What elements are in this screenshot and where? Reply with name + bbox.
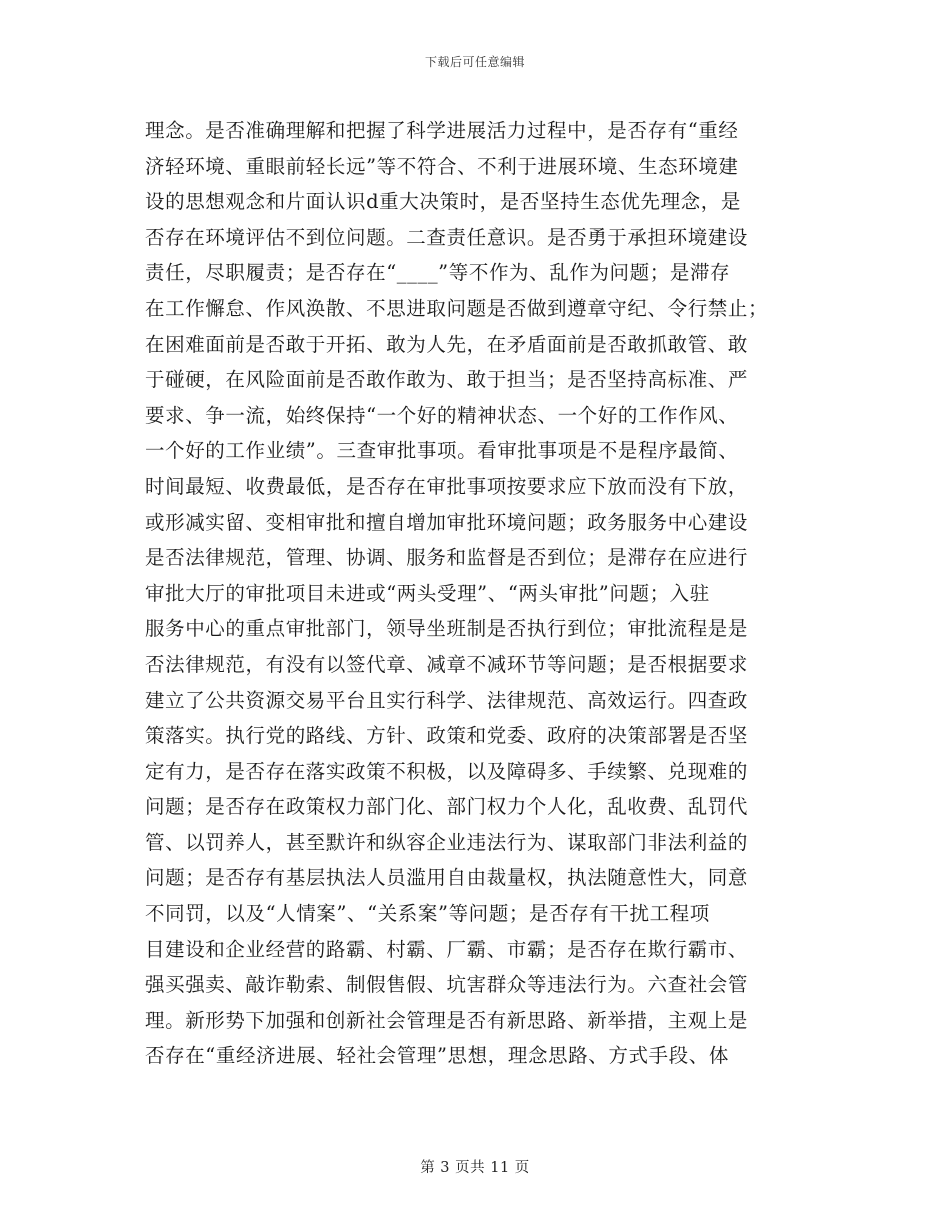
text-line: 管、以罚养人，甚至默许和纵容企业违法行为、谋取部门非法利益的: [145, 830, 749, 854]
text-line: 是否法律规范，管理、协调、服务和监督是否到位；是滞存在应进行: [145, 546, 749, 570]
text-line: 理。新形势下加强和创新社会管理是否有新思路、新举措，主观上是: [145, 1008, 749, 1032]
page-number: 第 3 页共 11 页: [420, 1160, 530, 1176]
text-line: 理念。是否准确理解和把握了科学进展活力过程中，是否存有“重经: [145, 119, 739, 142]
text-line: 一个好的工作业绩”。三查审批事项。看审批事项是不是程序最简、: [145, 439, 739, 463]
text-line: 或形减实留、变相审批和擅自增加审批环境问题；政务服务中心建设: [145, 510, 749, 534]
text-line: 定有力，是否存在落实政策不积极，以及障碍多、手续繁、兑现难的: [145, 759, 749, 783]
text-line: 强买强卖、敲诈勒索、制假售假、坑害群众等违法行为。六查社会管: [145, 973, 749, 997]
body-text: [145, 113, 805, 1074]
text-line: 责任，尽职履责；是否存在“____”等不作为、乱作为问题；是滞存: [145, 261, 731, 285]
text-line: 在困难面前是否敢于开拓、敢为人先，在矛盾面前是否敢抓敢管、敢: [145, 332, 749, 356]
text-line: 服务中心的重点审批部门，领导坐班制是否执行到位；审批流程是是: [145, 617, 749, 641]
text-line: 要求、争一流，始终保持“一个好的精神状态、一个好的工作作风、: [145, 403, 739, 427]
text-line: 建立了公共资源交易平台且实行科学、法律规范、高效运行。四查政: [145, 688, 749, 712]
text-line: 不同罚，以及“人情案”、“关系案”等问题；是否存有干扰工程项: [145, 902, 710, 926]
page-header: 下载后可任意编辑: [424, 55, 525, 69]
text-line: 设的思想观念和片面认识d重大决策时，是否坚持生态优先理念，是: [145, 190, 741, 214]
text-line: 问题；是否存有基层执法人员滥用自由裁量权，执法随意性大，同意: [145, 866, 749, 890]
text-line: 济轻环境、重眼前轻长远”等不符合、不利于进展环境、生态环境建: [145, 154, 739, 178]
text-line: 否存在“重经济进展、轻社会管理”思想，理念思路、方式手段、体: [145, 1044, 729, 1068]
text-line: 目建设和企业经营的路霸、村霸、厂霸、市霸；是否存在欺行霸市、: [145, 937, 749, 961]
text-line: 于碰硬，在风险面前是否敢作敢为、敢于担当；是否坚持高标准、严: [145, 368, 749, 392]
text-line: 审批大厅的审批项目未进或“两头受理”、“两头审批”问题；入驻: [145, 581, 710, 605]
text-line: 问题；是否存在政策权力部门化、部门权力个人化，乱收费、乱罚代: [145, 795, 749, 819]
text-line: 策落实。执行党的路线、方针、政策和党委、政府的决策部署是否坚: [145, 724, 749, 748]
text-line: 否法律规范，有没有以签代章、减章不减环节等问题；是否根据要求: [145, 652, 749, 676]
text-line: 时间最短、收费最低，是否存在审批事项按要求应下放而没有下放，: [145, 474, 749, 498]
text-line: 否存在环境评估不到位问题。二查责任意识。是否勇于承担环境建设: [145, 225, 749, 249]
text-line: 在工作懈怠、作风涣散、不思进取问题是否做到遵章守纪、令行禁止；: [145, 296, 769, 320]
